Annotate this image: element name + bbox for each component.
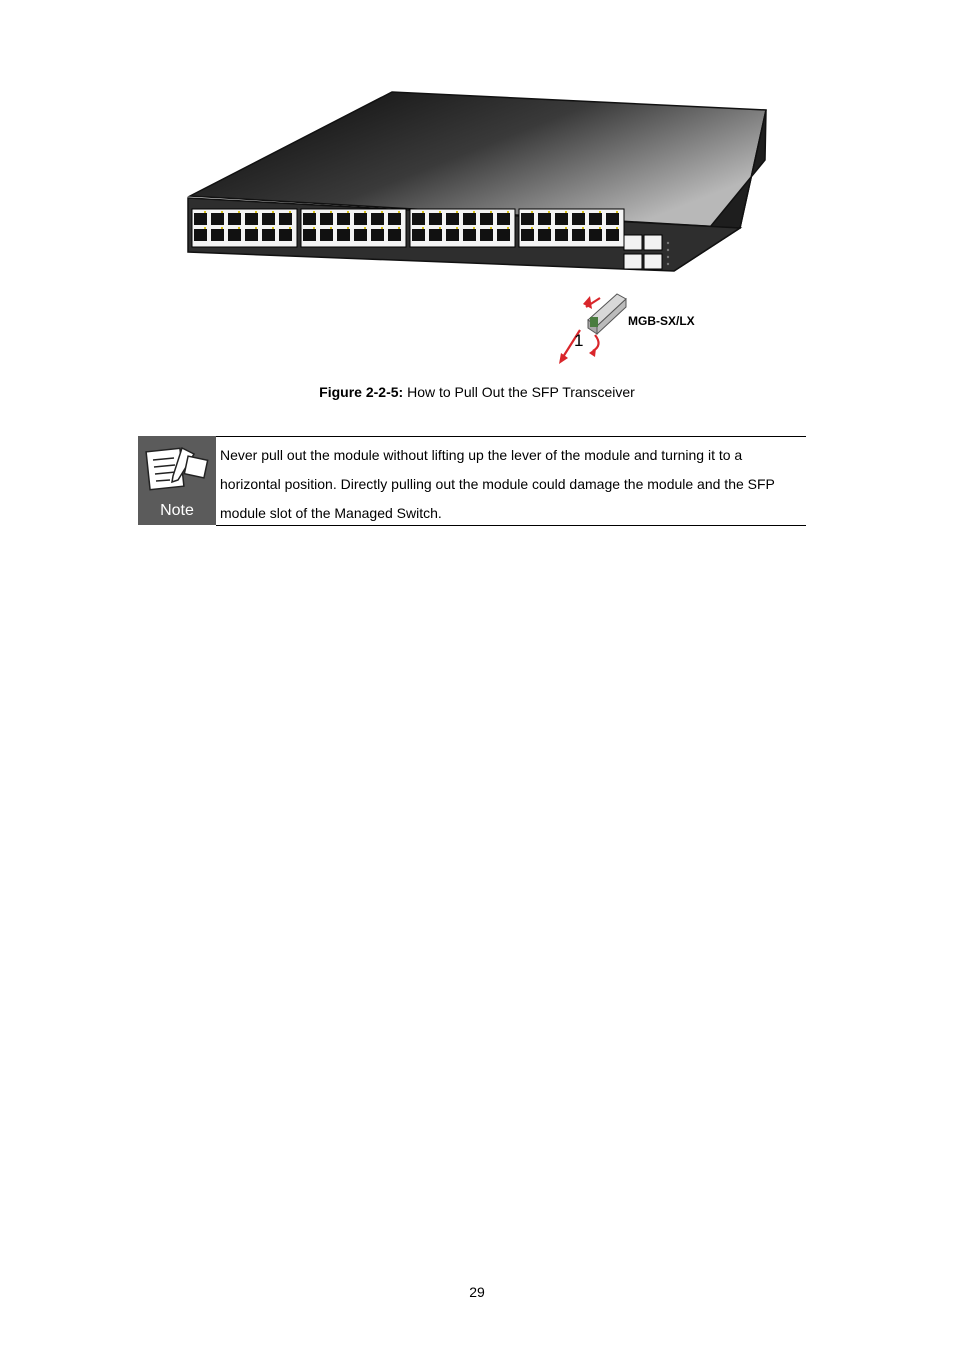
note-text: Never pull out the module without lifting up the lever of the module and turning it to a horizontal position. Directly pulling out the module could damage the module and the SFP module slot of the Managed Switch. xyxy=(220,447,775,521)
rj45-port xyxy=(446,213,459,225)
rj45-port xyxy=(521,229,534,241)
rj45-port xyxy=(606,213,619,225)
rj45-port xyxy=(194,213,207,225)
rj45-port xyxy=(245,229,258,241)
switch-figure xyxy=(180,85,780,375)
module-label: MGB-SX/LX xyxy=(628,314,695,328)
rj45-port xyxy=(555,229,568,241)
rj45-port xyxy=(497,229,510,241)
rj45-port xyxy=(337,229,350,241)
rj45-port xyxy=(463,213,476,225)
rj45-port xyxy=(463,229,476,241)
rj45-port xyxy=(354,213,367,225)
note-icon-label: Note xyxy=(160,502,194,519)
rj45-port xyxy=(337,213,350,225)
rj45-port xyxy=(412,229,425,241)
rj45-port xyxy=(480,213,493,225)
rj45-port xyxy=(572,229,585,241)
rj45-port xyxy=(279,229,292,241)
rj45-port xyxy=(303,213,316,225)
rj45-port xyxy=(480,229,493,241)
caption-label: Figure 2-2-5: xyxy=(319,384,404,400)
rj45-port xyxy=(412,213,425,225)
rj45-port xyxy=(521,213,534,225)
rj45-port xyxy=(555,213,568,225)
rj45-port xyxy=(371,229,384,241)
callout-number: 1 xyxy=(574,331,584,350)
rj45-port xyxy=(320,229,333,241)
rj45-port xyxy=(211,229,224,241)
figure-caption xyxy=(0,383,954,401)
rj45-port xyxy=(320,213,333,225)
note-icon xyxy=(138,436,216,525)
rj45-port xyxy=(538,213,551,225)
managed-switch-illustration xyxy=(180,85,780,375)
rj45-port xyxy=(245,213,258,225)
rj45-port xyxy=(388,229,401,241)
rj45-port xyxy=(279,213,292,225)
rj45-port xyxy=(228,229,241,241)
rj45-port xyxy=(606,229,619,241)
sfp-module-icon xyxy=(588,294,626,334)
caption-text: How to Pull Out the SFP Transceiver xyxy=(403,384,635,400)
rj45-port xyxy=(497,213,510,225)
rj45-port xyxy=(429,213,442,225)
note-box xyxy=(216,436,806,526)
rj45-port xyxy=(429,229,442,241)
rj45-port xyxy=(371,213,384,225)
rj45-port xyxy=(228,213,241,225)
rj45-port xyxy=(354,229,367,241)
rj45-port xyxy=(589,213,602,225)
rj45-port xyxy=(589,229,602,241)
rj45-port xyxy=(262,229,275,241)
rj45-port xyxy=(211,213,224,225)
rj45-port xyxy=(388,213,401,225)
rj45-port xyxy=(538,229,551,241)
page-number: 29 xyxy=(469,1284,485,1300)
rj45-port xyxy=(446,229,459,241)
rj45-port xyxy=(303,229,316,241)
rj45-port xyxy=(572,213,585,225)
rj45-port xyxy=(194,229,207,241)
rj45-port xyxy=(262,213,275,225)
